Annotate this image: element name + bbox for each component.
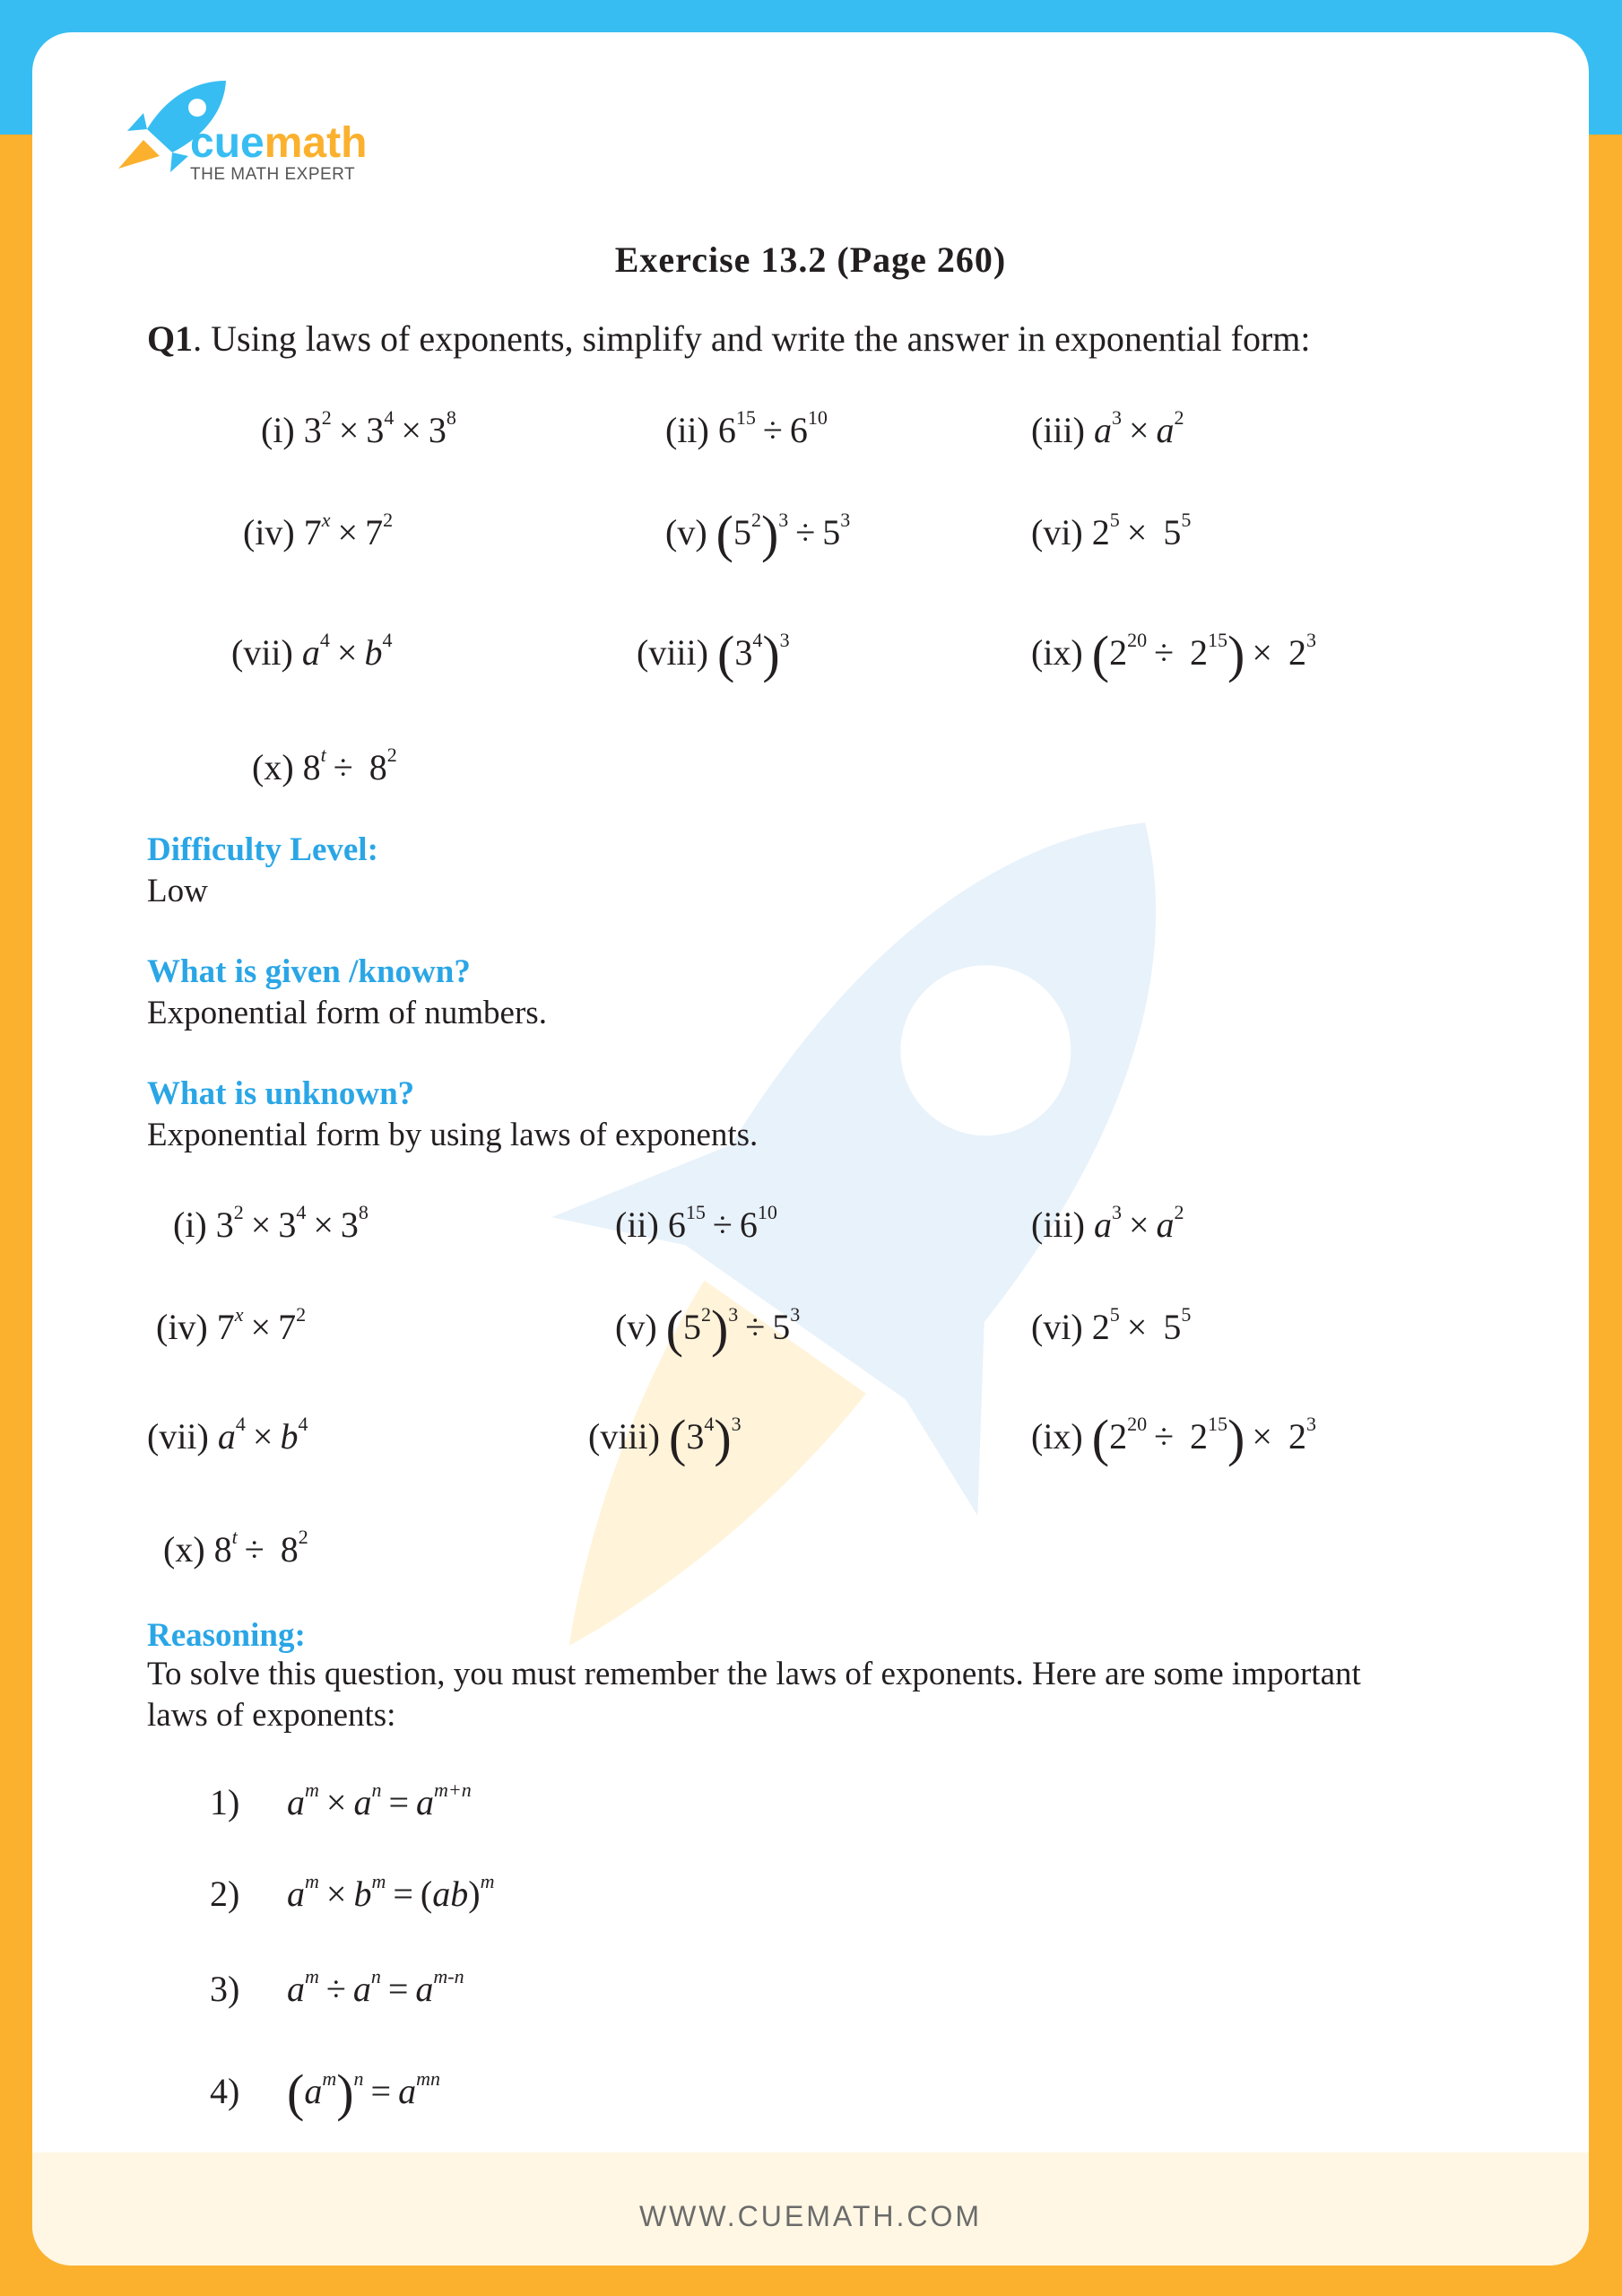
- footer-band: [32, 2152, 1589, 2266]
- rocket-watermark-icon: [373, 714, 1341, 1754]
- question-text: . Using laws of exponents, simplify and write the answer in exponential form:: [193, 318, 1311, 359]
- expr2-viii: (viii) $(3^4)^3$: [588, 1409, 742, 1467]
- logo-tagline: THE MATH EXPERT: [190, 165, 356, 184]
- expr2-iv: (iv) $7^x \times 7^2$: [156, 1303, 307, 1347]
- given-heading: What is given /known?: [147, 953, 471, 990]
- expr2-ii: (ii) $6^{15} \div 6^{10}$: [615, 1201, 777, 1245]
- logo-wordmark: cuemath: [190, 119, 368, 167]
- expr-ix: (ix) $(2^{20} \div 2^{15}) \times 2^3$: [1031, 625, 1316, 683]
- unknown-value: Exponential form by using laws of exponents.: [147, 1117, 759, 1153]
- expr2-v: (v) $(5^2)^3 \div 5^3$: [615, 1300, 801, 1358]
- expr-v: (v) $(5^2)^3 \div 5^3$: [665, 505, 851, 563]
- expr2-iii: (iii) $a^3 \times a^2$: [1031, 1201, 1184, 1245]
- page-title: Exercise 13.2 (Page 260): [614, 239, 1007, 280]
- given-value: Exponential form of numbers.: [147, 995, 547, 1031]
- footer-url[interactable]: WWW.CUEMATH.COM: [638, 2200, 983, 2232]
- reasoning-text: To solve this question, you must remember the laws of exponents. Here are some important laws of exponents:: [147, 1656, 1361, 1734]
- expr-iv: (iv) $7^x \times 7^2$: [243, 509, 394, 552]
- question-1: [147, 317, 1311, 360]
- question-label: Q1: [147, 318, 194, 359]
- expr2-x: (x) $8^t \div 8^2$: [163, 1526, 308, 1570]
- difficulty-heading: Difficulty Level:: [147, 831, 378, 868]
- expr-vii: (vii) $a^4 \times b^4$: [231, 629, 393, 673]
- unknown-heading: What is unknown?: [147, 1075, 415, 1112]
- expr-vi: (vi) $2^5 \times 5^5$: [1031, 509, 1192, 552]
- page-card: cuemath THE MATH EXPERT Exercise 13.2 (Page 260) Q1. Using laws of exponents, simplify and write the answer in exponential form: (i) $3^2 \times 3^4 \times 3^8$ (ii) $6^{15} \div 6^{10}$ (iii) $a^3 \times a^2$ (iv) $7^x \times 7^2$ (v) $(5^2)^3 \div 5^3$ (vi) $2^5 \times 5^5$ (vii) $a^4 \times b^4$ (viii) $(3^4)^3$ (ix) $(2^{20} \div 2^{15}) \times 2^3$ (x) $8^t \div 8^2$ Difficulty Level: Low What is given /known? Exponential form of numbers. What is unknown? Exponential form by using laws of exponents. (i) $3^2 \times 3^4 \times 3^8$ (ii) $6^{15} \div 6^{10}$ (iii) $a^3 \times a^2$ (iv) $7^x \times 7^2$ (v) $(5^2)^3 \div 5^3$ (vi) $2^5 \times 5^5$ (vii) $a^4 \times b^4$ (viii) $(3^4)^3$ (ix) $(2^{20} \div 2^{15}) \times 2^3$ (x) $8^t \div 8^2$ Reasoning: To solve this question, you must remember the laws of exponents. Here are some important laws of exponents: 1) $a^m \times a^n = a^{m+n}$ 2) $a^m \times b^m = (ab)^m$ 3) $a^m \div a^n = a^{m-n}$ 4) $(a^m)^n = a^{mn}$ WWW.CUEMATH.COM: [32, 32, 1589, 2266]
- expr2-vi: (vi) $2^5 \times 5^5$: [1031, 1303, 1192, 1347]
- difficulty-value: Low: [147, 873, 208, 909]
- expr-viii: (viii) $(3^4)^3$: [637, 625, 790, 683]
- expr-x: (x) $8^t \div 8^2$: [252, 744, 397, 787]
- reasoning-heading: Reasoning:: [147, 1617, 306, 1654]
- expr-i: (i) $3^2 \times 3^4 \times 3^8$: [261, 406, 456, 450]
- expr2-i: (i) $3^2 \times 3^4 \times 3^8$: [173, 1201, 369, 1245]
- expr2-ix: (ix) $(2^{20} \div 2^{15}) \times 2^3$: [1031, 1409, 1316, 1467]
- expr-ii: (ii) $6^{15} \div 6^{10}$: [665, 406, 828, 450]
- expr2-vii: (vii) $a^4 \times b^4$: [147, 1413, 308, 1457]
- expr-iii: (iii) $a^3 \times a^2$: [1031, 406, 1184, 450]
